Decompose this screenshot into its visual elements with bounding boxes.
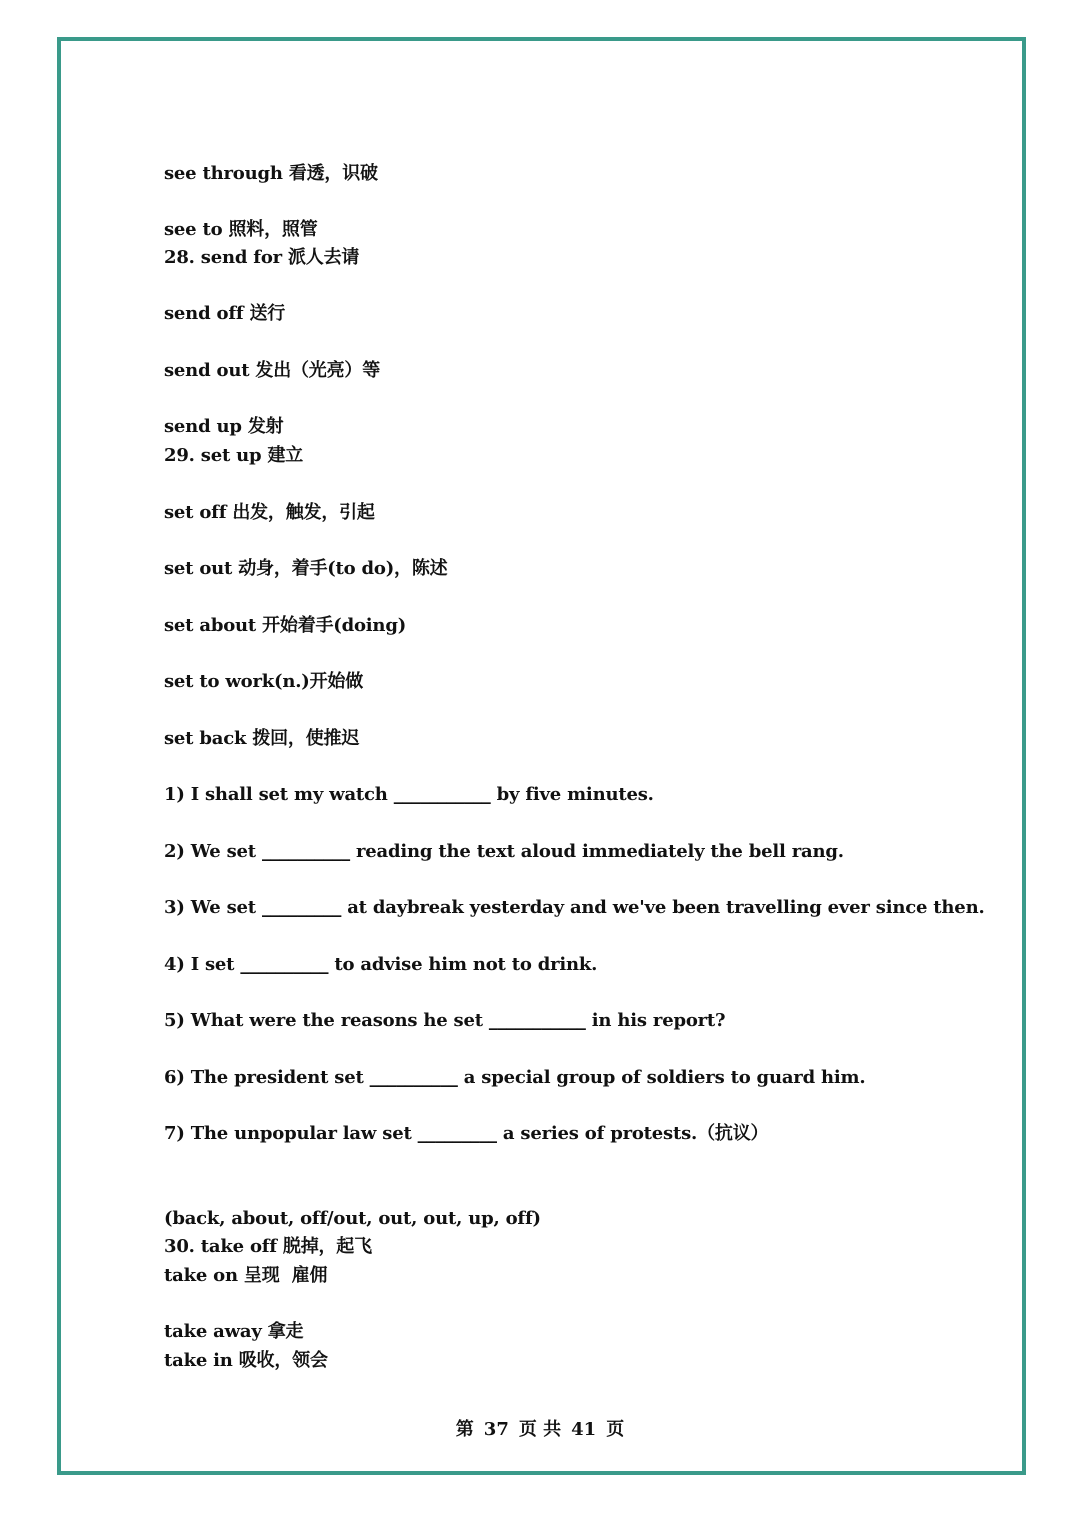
phrase-see-to: see to 照料，照管 <box>164 219 318 240</box>
phrase-set-to-work: set to work(n.)开始做 <box>164 671 363 692</box>
phrase-set-about: set about 开始着手(doing) <box>164 615 407 636</box>
answer-key: (back, about, off/out, out, out, up, off) <box>164 1208 541 1229</box>
footer-prefix: 第 <box>455 1419 474 1440</box>
exercise-4: 4) I set __________ to advise him not to drink. <box>164 954 598 975</box>
phrase-set-back: set back 拨回，使推迟 <box>164 728 360 749</box>
heading-28-send-for: 28. send for 派人去请 <box>164 247 360 268</box>
phrase-take-in: take in 吸收，领会 <box>164 1350 328 1371</box>
phrase-take-away: take away 拿走 <box>164 1321 304 1342</box>
exercise-2: 2) We set __________ reading the text aloud immediately the bell rang. <box>164 841 844 862</box>
heading-29-set-up: 29. set up 建立 <box>164 445 304 466</box>
phrase-set-off: set off 出发，触发，引起 <box>164 502 375 523</box>
footer-middle: 页 共 <box>518 1419 562 1440</box>
exercise-1: 1) I shall set my watch ___________ by five minutes. <box>164 784 654 805</box>
exercise-7: 7) The unpopular law set _________ a series of protests.（抗议） <box>164 1123 769 1144</box>
heading-30-take-off: 30. take off 脱掉，起飞 <box>164 1236 372 1257</box>
exercise-5: 5) What were the reasons he set ___________ in his report? <box>164 1010 726 1031</box>
phrase-send-up: send up 发射 <box>164 416 284 437</box>
phrase-set-out: set out 动身，着手(to do)，陈述 <box>164 558 448 579</box>
exercise-6: 6) The president set __________ a special group of soldiers to guard him. <box>164 1067 866 1088</box>
exercise-3: 3) We set _________ at daybreak yesterday and we've been travelling ever since then. <box>164 897 985 918</box>
phrase-send-out: send out 发出（光亮）等 <box>164 360 380 381</box>
phrase-see-through: see through 看透，识破 <box>164 163 378 184</box>
footer-total-pages: 41 <box>571 1419 597 1440</box>
phrase-take-on: take on 呈现 雇佣 <box>164 1265 328 1286</box>
footer-page-number: 37 <box>483 1419 509 1440</box>
footer-suffix: 页 <box>606 1419 625 1440</box>
phrase-send-off: send off 送行 <box>164 303 286 324</box>
page-footer <box>0 1418 1080 1442</box>
